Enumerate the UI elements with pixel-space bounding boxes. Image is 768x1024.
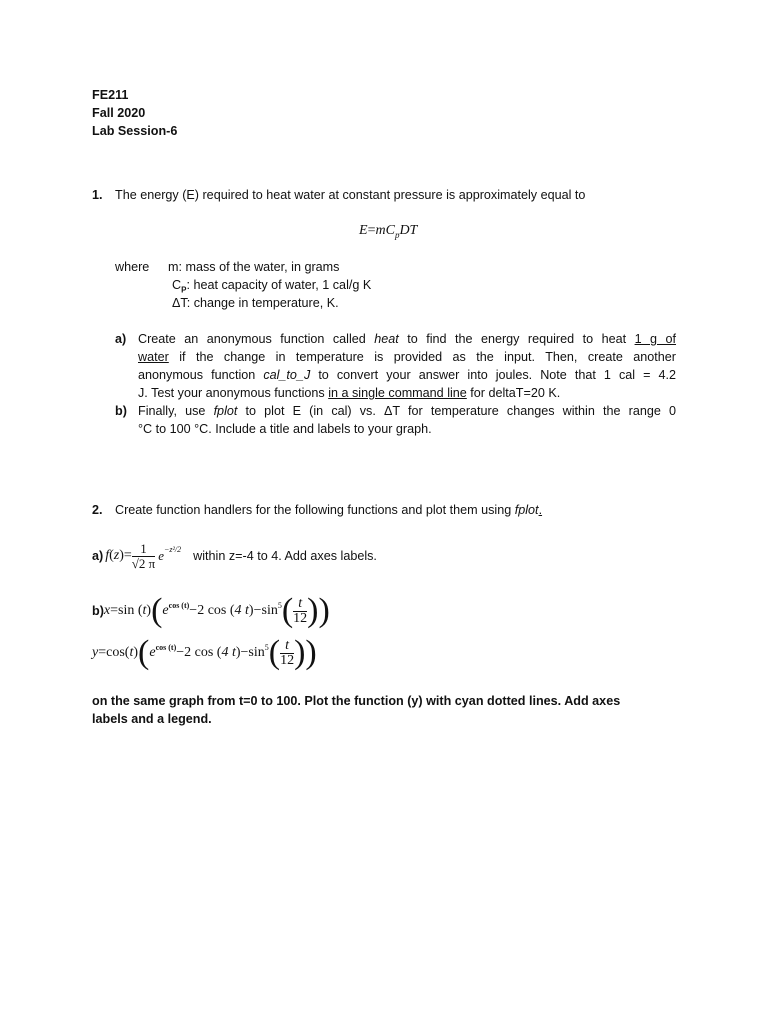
q2-text-line2: labels and a legend. [92, 712, 212, 726]
q1a-text: Create an anonymous function called heat to find the energy required to heat 1 g of water if the change in temperature is provided as the input. Then, create another anonymous function cal_to_J to convert your answer into joules. Note that 1 cal = 4.2 J. Test your anonymous functions in a single command line for deltaT=20 K. [138, 332, 677, 400]
q1-intro: The energy (E) required to heat water at constant pressure is approximately equal to [115, 188, 586, 202]
q1b-label: b) [115, 404, 127, 418]
q2-number: 2. [92, 503, 103, 517]
where-label: where [115, 260, 150, 274]
def-heat-capacity: $C_P$: heat capacity of water, 1 cal/g K [172, 278, 372, 295]
q2-text-line1: on the same graph from t=0 to 100. Plot the function (y) with cyan dotted lines. Add axes [92, 694, 621, 708]
q1-number: 1. [92, 188, 103, 202]
q2b-x-formula: b) x = sin ( t ) ( e $^{cos (t)}$ −2 cos ( 4 t ) −sin $^5$ ( $\frac{t}{12}$ )) [92, 592, 330, 629]
q1b-text: Finally, use fplot to plot E (in cal) vs. ΔT for temperature changes within the range 0 °C to 100 °C. Include a title and labels to your graph. [138, 404, 677, 436]
course-code: FE211 [92, 88, 129, 102]
energy-formula: $E=mC_pDT$ [359, 223, 418, 240]
term: Fall 2020 [92, 106, 146, 120]
q1a-label: a) [115, 332, 127, 346]
q2a-formula: a) f ( z )= $\frac{1}{√2 \pi}$ e $^{-z^2/2}$ within z=-4 to 4. Add axes labels. [92, 540, 377, 571]
q2-intro: Create function handlers for the following functions and plot them using fplot. [115, 503, 543, 517]
session-title: Lab Session-6 [92, 124, 178, 138]
def-mass: m: mass of the water, in grams [168, 260, 340, 274]
q2b-y-formula: y = cos ( t ) ( e $^{cos (t)}$ −2 cos ( 4 t ) −sin $^5$ ( $\frac{t}{12}$ )) [92, 634, 317, 671]
def-delta-t: ΔT: change in temperature, K. [172, 296, 339, 310]
